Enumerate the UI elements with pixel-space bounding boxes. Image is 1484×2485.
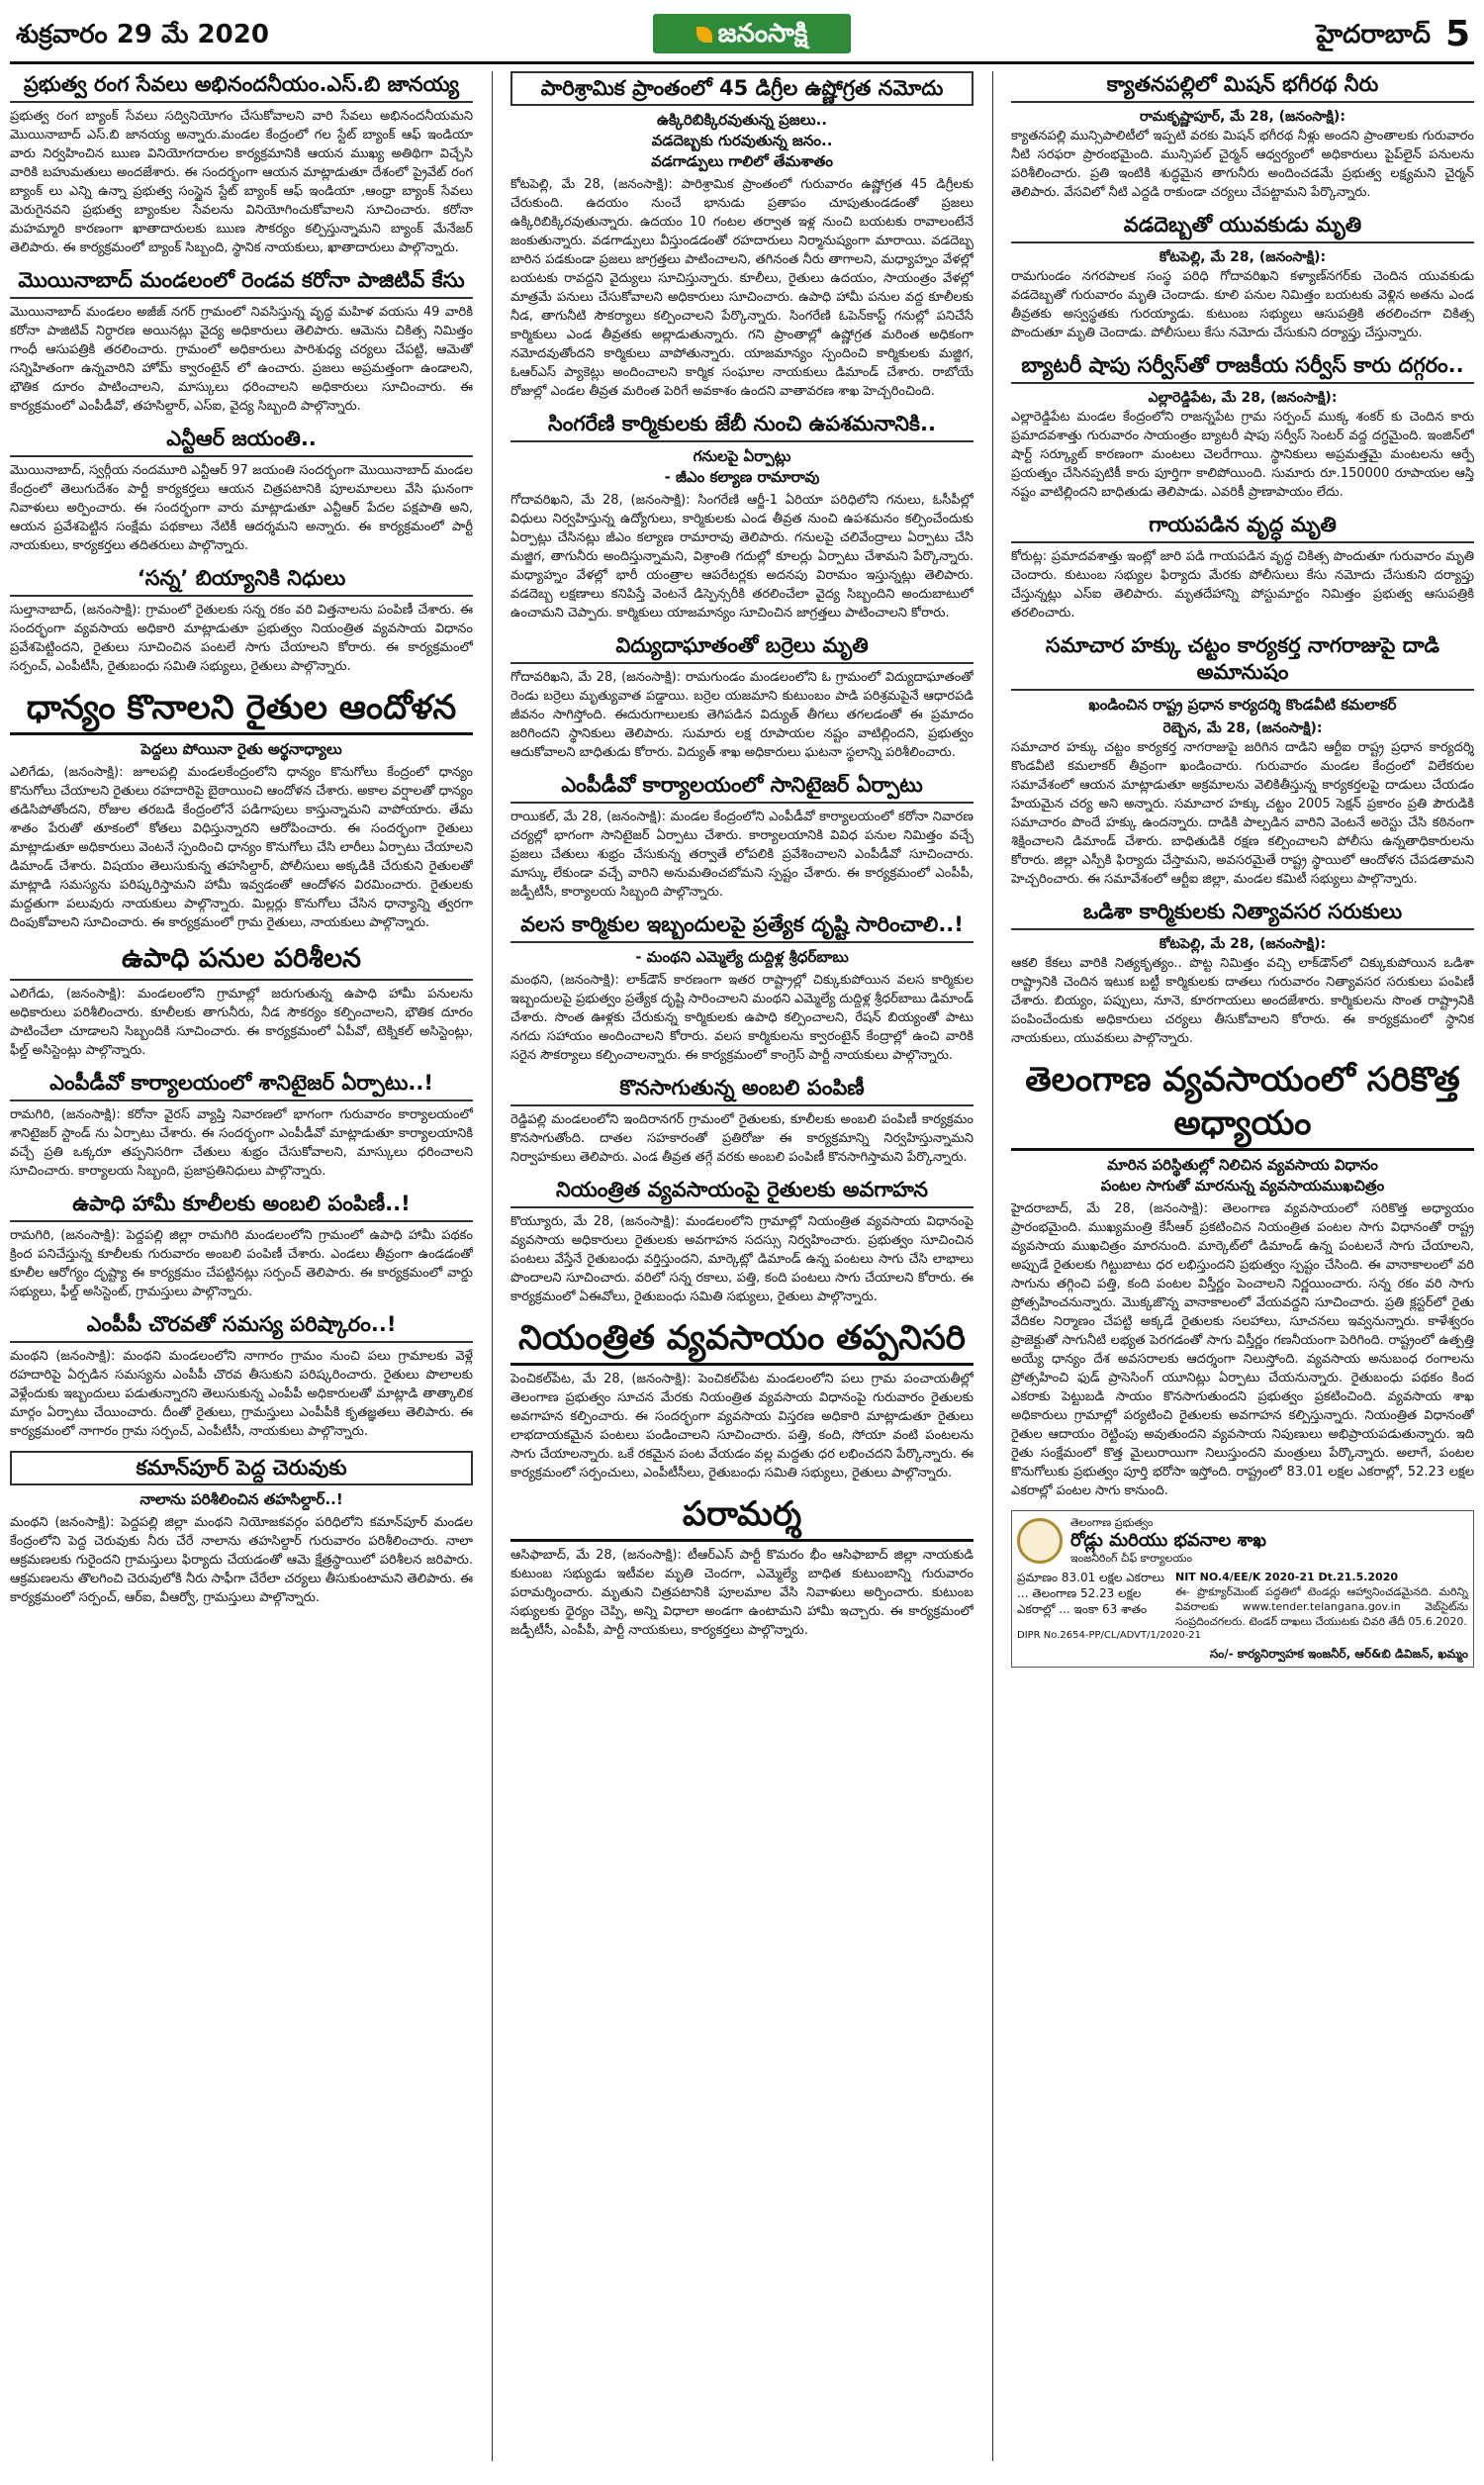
story-body: కోటపెల్లి, మే 28, (జనంసాక్షి): పారిశ్రామిక ప్రాంతంలో గురువారం ఉష్ణోగ్రత 45 డిగ్రీలకు చేరుకుంది. ఉదయం నుంచే భానుడు ప్రతాపం చూపుతుండడంతో ప్రజలు ఉక్కిరిబిక్కిరవుతున్నారు. ఉదయం 10 గంటల తర్వాత ఇళ్ల నుంచి బయటకు రావాలంటేనే జంకుతున్నారు. వడగాడ్పులు వీస్తుండడంతో రహదారులు నిర్మానుష్యంగా మారాయి. వడదెబ్బ బారిన పడకుండా ప్రజలు జాగ్రత్తలు పాటించాలని, తగినంత నీరు తాగాలని, మధ్యాహ్నం వేళల్లో బయటకు రావద్దని వైద్యులు సూచిస్తున్నారు. కూలీలు, రైతులు ఉదయం, సాయంత్రం వేళల్లో మాత్రమే పనులు చేసుకోవాలని అధికారులు సూచించారు. ఉపాధి హామీ పనుల వద్ద కూలీలకు నీడ, తాగునీటి సౌకర్యాలు కల్పించాలని పేర్కొన్నారు. సింగరేణి ఓపెన్‌కాస్ట్ గనుల్లో పనిచేసే కార్మికులు ఎండ తీవ్రతకు అల్లాడుతున్నారు. గని ప్రాంతాల్లో ఉష్ణోగ్రత మరింత అధికంగా నమోదవుతోందని కార్మికులు వాపోతున్నారు. యాజమాన్యం స్పందించి కార్మికులకు మజ్జిగ, ఓఆర్ఎస్ ప్యాకెట్లు అందించాలని కార్మిక సంఘాల నాయకులు డిమాండ్ చేశారు. రాబోయే రోజుల్లో ఎండల తీవ్రత మరింత పెరిగే అవకాశం ఉందని వాతావరణ శాఖ హెచ్చరించింది.: [510, 177, 974, 399]
story-headline: సమాచార హక్కు చట్టం కార్యకర్త నాగరాజుపై దాడి అమానుషం: [1011, 632, 1474, 691]
column-rule: [492, 71, 493, 2461]
page-number: 5: [1444, 14, 1470, 54]
news-story: [10, 686, 473, 932]
story-headline: తెలంగాణ వ్యవసాయంలో సరికొత్త అధ్యాయం: [1011, 1058, 1474, 1151]
story-body: ఎలిగేడు, (జనంసాక్షి): జూలపల్లి మండలకేంద్రంలోని ధాన్యం కొనుగోలు కేంద్రంలో ధాన్యం కొనుగోలు చేయాలని రైతులు రహదారిపై బైఠాయించి ఆందోళన చేశారు. అకాల వర్షాలతో ధాన్యం తడిసిపోతోందని, రోజుల తరబడి కేంద్రంలోనే పడిగాపులు కాస్తున్నామని వాపోయారు. తేమ శాతం పేరుతో తూకంలో కోతలు విధిస్తున్నారని ఆరోపించారు. ఈ సందర్భంగా రైతులు మాట్లాడుతూ అధికారులు వెంటనే స్పందించి ధాన్యం కొనుగోలు చేసి లారీలు ఏర్పాటు చేయాలని డిమాండ్ చేశారు. విషయం తెలుసుకున్న తహసిల్దార్, పోలీసులు అక్కడికి చేరుకుని రైతులతో మాట్లాడి సమస్యను పరిష్కరిస్తామని హామీ ఇవ్వడంతో ఆందోళన విరమించారు. రైతులకు మద్దతుగా పలువురు నాయకులు పాల్గొన్నారు. మిల్లర్లు కొనుగోలు చేసిన ధాన్యాన్ని త్వరగా దింపుకోవాలని సూచించారు. ఈ కార్యక్రమంలో గ్రామ రైతులు, నాయకులు పాల్గొన్నారు.: [10, 765, 473, 930]
story-headline: ఎన్టీఆర్ జయంతి..: [10, 426, 473, 457]
story-subheadline: గనులపై ఏర్పాట్లు - జీఎం కల్యాణ రామారావు: [664, 447, 820, 486]
telangana-emblem-icon: [1017, 1518, 1063, 1564]
notice-dipr: DIPR No.2654-PP/CL/ADVT/1/2020-21: [1017, 1630, 1202, 1641]
story-body: సమాచార హక్కు చట్టం కార్యకర్త నాగరాజుపై జరిగిన దాడిని ఆర్టీఐ రాష్ట్ర ప్రధాన కార్యదర్శి కొండవీటి కమలాకర్ తీవ్రంగా ఖండించారు. గురువారం మండల కేంద్రంలో విలేకరుల సమావేశంలో ఆయన మాట్లాడుతూ అక్రమాలను వెలికితీస్తున్న కార్యకర్తలపై దాడులు చేయడం హేయమైన చర్య అని అన్నారు. సమాచార హక్కు చట్టం 2005 సెక్షన్ ప్రకారం ప్రతి పౌరుడికి సమాచారం పొందే హక్కు ఉందన్నారు. దాడికి పాల్పడిన వారిని వెంటనే అరెస్టు చేసి కఠినంగా శిక్షించాలని డిమాండ్ చేశారు. బాధితుడికి రక్షణ కల్పించాలని పోలీసు ఉన్నతాధికారులను కోరారు. జిల్లా ఎస్పీకి ఫిర్యాదు చేస్తామని, అవసరమైతే రాష్ట్ర స్థాయిలో ఆందోళన చేపడతామని హెచ్చరించారు. ఈ సమావేశంలో ఆర్టీఐ జిల్లా, మండల కమిటీ సభ్యులు పాల్గొన్నారు.: [1011, 740, 1474, 887]
story-subheadline: - మంథని ఎమ్మెల్యే దుద్దిళ్ల శ్రీధర్‌బాబు: [635, 948, 849, 966]
story-headline: మొయినాబాద్ మండలంలో రెండవ కరోనా పాజిటివ్ కేసు: [10, 267, 473, 299]
government-tender-notice: [1011, 1510, 1474, 1668]
column-right: [1011, 71, 1474, 2461]
story-headline: సింగరేణి కార్మికులకు జేబీ నుంచి ఉపశమనానికి..: [510, 411, 974, 442]
news-story: [10, 565, 473, 676]
story-body: రామగిరి, (జనంసాక్షి): పెద్దపల్లి జిల్లా రామగిరి మండలంలోని గ్రామంలో ఉపాధి హామీ పథకం క్రింద పనిచేస్తున్న కూలీలకు గురువారం అంబలి పంపిణీ చేశారు. ఎండలు తీవ్రంగా ఉండడంతో కూలీల ఆరోగ్యం దృష్ట్యా ఈ కార్యక్రమం చేపట్టినట్లు సర్పంచ్ తెలిపారు. ఈ కార్యక్రమంలో వార్డు సభ్యులు, ఫీల్డ్ అసిస్టెంట్, గ్రామస్తులు పాల్గొన్నారు.: [10, 1228, 473, 1299]
edition-city: హైదరాబాద్: [1316, 20, 1431, 49]
news-story: [10, 1451, 473, 1607]
story-headline: ఎంపీపీ చొరవతో సమస్య పరిష్కారం..!: [10, 1311, 473, 1343]
news-story: [510, 1492, 974, 1640]
issue-date: శుక్రవారం 29 మే 2020: [16, 20, 269, 49]
notice-left-text: ప్రమాణం 83.01 లక్షల ఎకరాలు ... తెలంగాణ 52.23 లక్షల ఎకరాల్లో ... ఇంకా 63 శాతం: [1017, 1571, 1164, 1616]
story-headline: కొనసాగుతున్న అంబలి పంపిణీ: [510, 1075, 974, 1106]
story-headline: నియంత్రిత వ్యవసాయం తప్పనిసరి: [510, 1316, 974, 1366]
news-story: [510, 71, 974, 401]
story-body: రాయికల్, మే 28, (జనంసాక్షి): మండల కేంద్రంలోని ఎంపీడీవో కార్యాలయంలో కరోనా నివారణ చర్యల్లో భాగంగా సానిటైజర్ ఏర్పాటు చేశారు. కార్యాలయానికి వివిధ పనుల నిమిత్తం వచ్చే ప్రజలు చేతులు శుభ్రం చేసుకున్న తర్వాతే లోపలికి ప్రవేశించాలని ఎంపీడీవో సూచించారు. మాస్కు లేకుండా వచ్చే వారిని అనుమతించబోమని స్పష్టం చేశారు. ఈ కార్యక్రమంలో ఎంపీపీ, జడ్పీటీసీ, కార్యాలయ సిబ్బంది పాల్గొన్నారు.: [510, 810, 974, 900]
story-headline: పరామర్శ: [510, 1492, 974, 1542]
story-body: హైదరాబాద్, మే 28, (జనంసాక్షి): తెలంగాణ వ్యవసాయంలో సరికొత్త అధ్యాయం ప్రారంభమైంది. ముఖ్యమంత్రి కేసీఆర్ ప్రకటించిన నియంత్రిత పంటల సాగు విధానంతో రాష్ట్ర వ్యవసాయ ముఖచిత్రం మారనుంది. మార్కెట్‌లో డిమాండ్ ఉన్న పంటలనే సాగు చేయాలని, అప్పుడే రైతులకు గిట్టుబాటు ధర లభిస్తుందని ప్రభుత్వం స్పష్టం చేసింది. ఈ వానాకాలంలో వరి సాగును తగ్గించి పత్తి, కంది పంటల విస్తీర్ణం పెంచాలని నిర్ణయించారు. సన్న రకం వరి సాగు ప్రోత్సహించనున్నారు. మొక్కజొన్న వానాకాలంలో వేయవద్దని సూచించారు. ప్రతి క్లస్టర్‌లో రైతు వేదికల నిర్మాణం చేపట్టి అక్కడే రైతులకు సలహాలు, సూచనలు ఇవ్వనున్నారు. కాళేశ్వరం ప్రాజెక్టుతో సాగునీటి లభ్యత పెరగడంతో సాగు విస్తీర్ణం గణనీయంగా పెరిగింది. రాష్ట్రంలో ఉత్పత్తి అయ్యే ధాన్యం దేశ అవసరాలకు ఆదర్శంగా నిలుస్తోంది. వ్యవసాయ అనుబంధ రంగాలను ప్రోత్సహించి ఫుడ్ ప్రాసెసింగ్ యూనిట్లు ఏర్పాటు చేయనున్నారు. రైతుబంధు పథకం కింద ఎకరాకు పెట్టుబడి సాయం కొనసాగుతుందని ప్రభుత్వం ప్రకటించింది. వ్యవసాయ శాఖ అధికారులు గ్రామాల్లో పర్యటించి రైతులకు అవగాహన కల్పిస్తున్నారు. నియంత్రిత విధానంతో రైతుల ఆదాయం రెట్టింపు అవుతుందని వ్యవసాయ నిపుణులు అభిప్రాయపడుతున్నారు. ఇది రైతు సంక్షేమంలో కొత్త మైలురాయిగా నిలుస్తుందని మంత్రులు పేర్కొన్నారు. అలాగే, పంటల కొనుగోలుకు ప్రభుత్వం పూర్తి భరోసా ఇస్తోంది. రాష్ట్రంలో 83.01 లక్షల ఎకరాల్లో, 52.23 లక్షల ఎకరాల్లో పంటల సాగు కానుంది.: [1011, 1201, 1474, 1498]
story-dateline: కోటపెల్లి, మే 28, (జనంసాక్షి):: [1159, 936, 1327, 952]
story-headline: విద్యుదాఘాతంతో బర్రెలు మృతి: [510, 632, 974, 664]
story-headline: బ్యాటరీ షాపు సర్వీస్‌తో రాజకీయ సర్వీస్ కారు దగ్గరం..: [1011, 352, 1474, 384]
story-body: రెడ్డిపల్లి మండలంలోని ఇందిరానగర్ గ్రామంలో రైతులకు, కూలీలకు అంబలి పంపిణీ కార్యక్రమం కొనసాగుతోంది. దాతల సహకారంతో ప్రతిరోజు ఈ కార్యక్రమాన్ని నిర్వహిస్తున్నామని నిర్వాహకులు తెలిపారు. ఎండ తీవ్రత తగ్గే వరకు అంబలి పంపిణీ కొనసాగిస్తామని పేర్కొన్నారు.: [510, 1112, 974, 1165]
story-subheadline: ఉక్కిరిబిక్కిరవుతున్న ప్రజలు.. వడదెబ్బకు గురవుతున్న జనం.. వడగాడ్పులు గాలిలో తేమశాతం: [651, 111, 833, 170]
news-story: [10, 1191, 473, 1301]
story-body: కొయ్యూరు, మే 28, (జనంసాక్షి): మండలంలోని గ్రామాల్లో నియంత్రిత వ్యవసాయ విధానంపై వ్యవసాయ అధికారులు రైతులకు అవగాహన సదస్సు నిర్వహించారు. ప్రభుత్వం సూచించిన పంటలు వేస్తేనే రైతుబంధు వర్తిస్తుందని, మార్కెట్లో డిమాండ్ ఉన్న పంటలు సాగు చేసి లాభాలు పొందాలని సూచించారు. వరిలో సన్న రకాలు, పత్తి, కంది పంటలు సాగు చేయాలని కోరారు. ఈ కార్యక్రమంలో ఏఈవోలు, రైతుబంధు సమితి సభ్యులు, రైతులు పాల్గొన్నారు.: [510, 1214, 974, 1304]
story-body: పెంచికల్‌పేట, మే 28, (జనంసాక్షి): పెంచికల్‌పేట మండలంలోని పలు గ్రామ పంచాయతీల్లో తెలంగాణ ప్రభుత్వం సూచన మేరకు నియంత్రిత వ్యవసాయ విధానంపై గురువారం రైతులకు అవగాహన కల్పించారు. ఈ సందర్భంగా వ్యవసాయ విస్తరణ అధికారి మాట్లాడుతూ రైతులు లాభదాయకమైన పంటలు పండించాలని సూచించారు. పత్తి, కంది, సోయా వంటి పంటలను సాగు చేయాలన్నారు. ఒకే రకమైన పంట వేయడం వల్ల మద్దతు ధర లభించదని పేర్కొన్నారు. ఈ కార్యక్రమంలో సర్పంచులు, ఎంపీటీసీలు, రైతుబంధు సమితి సభ్యులు, రైతులు పాల్గొన్నారు.: [510, 1372, 974, 1481]
story-body: ఆసిఫాబాద్, మే 28, (జనంసాక్షి): టీఆర్ఎస్ పార్టీ కొమరం భీం ఆసిఫాబాద్ జిల్లా నాయకుడి కుటుంబ సభ్యుడు ఇటీవల మృతి చెందగా, ఎమ్మెల్యే బాధిత కుటుంబాన్ని గురువారం పరామర్శించారు. మృతుని చిత్రపటానికి పూలమాల వేసి నివాళులు అర్పించారు. కుటుంబ సభ్యులకు ధైర్యం చెప్పి, అన్ని విధాలా అండగా ఉంటామని హామీ ఇచ్చారు. ఈ కార్యక్రమంలో జడ్పీటీసీ, ఎంపీపీ, పార్టీ నాయకులు, కార్యకర్తలు పాల్గొన్నారు.: [510, 1548, 974, 1638]
news-story: [510, 911, 974, 1065]
masthead: [10, 10, 1474, 64]
column-middle: [510, 71, 974, 2461]
story-body: మొయినాబాద్, స్వర్గీయ నందమూరి ఎన్టీఆర్ 97 జయంతి సందర్భంగా మొయినాబాద్ మండల కేంద్రంలో తెలుగుదేశం పార్టీ కార్యకర్తలు ఆయన చిత్రపటానికి పూలమాలలు వేసి ఘనంగా నివాళులు అర్పించారు. ఈ సందర్భంగా వారు మాట్లాడుతూ ఎన్టీఆర్ పేదల పక్షపాతి అని, ఆయన ప్రవేశపెట్టిన సంక్షేమ పథకాలు నేటికీ ఆదర్శమని అన్నారు. ఈ కార్యక్రమంలో పార్టీ నాయకులు, కార్యకర్తలు తదితరులు పాల్గొన్నారు.: [10, 463, 473, 553]
news-story: [10, 1070, 473, 1181]
news-story: [10, 267, 473, 416]
story-body: రామగుండం నగరపాలక సంస్థ పరిధి గోదావరిఖని కళ్యాణ్‌నగర్‌కు చెందిన యువకుడు వడదెబ్బతో గురువారం మృతి చెందాడు. కూలి పనుల నిమిత్తం బయటకు వెళ్లిన అతను ఎండ తీవ్రతకు అస్వస్థతకు గురయ్యాడు. కుటుంబ సభ్యులు ఆసుపత్రికి తరలించగా చికిత్స పొందుతూ మృతి చెందాడు. పోలీసులు కేసు నమోదు చేసుకుని దర్యాప్తు చేస్తున్నారు.: [1011, 269, 1474, 340]
story-headline: వలస కార్మికుల ఇబ్బందులపై ప్రత్యేక దృష్టి సారించాలి..!: [510, 911, 974, 943]
story-headline: ధాన్యం కొనాలని రైతుల ఆందోళన: [10, 686, 473, 735]
notice-signature: సం/- కార్యనిర్వాహక ఇంజనీర్, ఆర్&బి డివిజన్, ఖమ్మం: [1209, 1647, 1468, 1661]
news-story: [1011, 1058, 1474, 1500]
story-headline: క్యాతనపల్లిలో మిషన్ భగీరథ నీరు: [1011, 71, 1474, 103]
story-subheadline: మారిన పరిస్థితుల్లో నిలిచిన వ్యవసాయ విధానం పంటల సాగుతో మారనున్న వ్యవసాయముఖచిత్రం: [1100, 1156, 1385, 1195]
story-headline: ‘సన్న’ బియ్యానికి నిధులు: [10, 565, 473, 597]
notice-right-text: [1175, 1570, 1468, 1629]
story-body: క్యాతనపల్లి మున్సిపాలిటీలో ఇప్పటి వరకు మిషన్ భగీరథ నీళ్లు అందని ప్రాంతాలకు గురువారం నీటి సరఫరా ప్రారంభమైంది. మున్సిపల్ చైర్మన్ ఆధ్వర్యంలో అధికారులు పైప్‌లైన్ పనులను పరిశీలించారు. ప్రతి ఇంటికి శుద్ధమైన తాగునీరు అందించడమే ప్రభుత్వ లక్ష్యమని చైర్మన్ తెలిపారు. వేసవిలో నీటి ఎద్దడి రాకుండా చర్యలు చేపట్టామని పేర్కొన్నారు.: [1011, 129, 1474, 200]
notice-dept: రోడ్లు మరియు భవనాల శాఖ: [1070, 1530, 1266, 1551]
story-dateline: ఎల్లారెడ్డిపేట, మే 28, (జనంసాక్షి):: [1148, 390, 1338, 406]
story-subheadline: పెద్దలు పోయినా రైతు అర్థనాధ్యాలు: [140, 740, 342, 758]
story-headline: ఉపాధి హామీ కూలీలకు అంబలి పంపిణీ..!: [10, 1191, 473, 1222]
story-headline: ప్రభుత్వ రంగ సేవలు అభినందనీయం.ఎస్‌.బి జానయ్య: [10, 71, 473, 103]
story-headline: ఎంపీడీవో కార్యాలయంలో సానిటైజర్ ఏర్పాటు: [510, 772, 974, 804]
news-story: [510, 1075, 974, 1167]
story-body: ఎల్లారెడ్డిపేట మండల కేంద్రంలోని రాజన్నపేట గ్రామ సర్పంచ్ ముక్క శంకర్ కు చెందిన కారు ప్రమాదవశాత్తు గురువారం సాయంత్రం బ్యాటరీ షాపు సర్వీస్ సెంటర్ వద్ద దగ్ధమైంది. ఇంజిన్‌లో షార్ట్ సర్క్యూట్ కారణంగా మంటలు చెలరేగాయి. స్థానికులు అప్రమత్తమై మంటలను ఆర్పే ప్రయత్నం చేసినప్పటికీ కారు పూర్తిగా కాలిపోయింది. సుమారు రూ.150000 రూపాయల ఆస్తి నష్టం వాటిల్లిందని బాధితుడు తెలిపాడు. ఎవరికీ ప్రాణాపాయం లేదు.: [1011, 410, 1474, 500]
leaf-icon: [696, 27, 712, 43]
story-headline: ఉపాధి పనుల పరిశీలన: [10, 942, 473, 981]
story-body: మొయినాబాద్ మండలం అజీజ్ నగర్ గ్రామంలో నివసిస్తున్న వృద్ధ మహిళ వయసు 49 వారికి కరోనా పాజిటివ్ నిర్ధారణ అయినట్లు వైద్య అధికారులు తెలిపారు. ఆమెను చికిత్స నిమిత్తం గాంధీ ఆసుపత్రికి తరలించారు. గ్రామంలో అధికారులు పారిశుధ్య చర్యలు చేపట్టి, ఆమెతో సన్నిహితంగా ఉన్నవారిని హోమ్ క్వారంటైన్ లో ఉంచారు. ప్రజలు అప్రమత్తంగా ఉండాలని, భౌతిక దూరం పాటించాలని, మాస్కులు ధరించాలని అధికారులు సూచించారు. ఈ కార్యక్రమంలో ఎంపీడీవో, తహసిల్దార్, ఎస్ఐ, వైద్య సిబ్బంది పాల్గొన్నారు.: [10, 305, 473, 414]
story-body: ఆకలి కేకలు వారికి నిత్యకృత్యం.. పొట్ట నిమిత్తం వచ్చి లాక్‌డౌన్‌లో చిక్కుకుపోయిన ఒడిశా రాష్ట్రానికి చెందిన ఇటుక బట్టీ కార్మికులకు దాతలు గురువారం నిత్యావసర సరుకులు పంపిణీ చేశారు. బియ్యం, పప్పులు, నూనె, కూరగాయలు అందజేశారు. కార్మికులను సొంత రాష్ట్రానికి పంపించేందుకు అధికారులు చర్యలు తీసుకోవాలని కోరారు. ఈ కార్యక్రమంలో స్థానిక నాయకులు, యువకులు పాల్గొన్నారు.: [1011, 956, 1474, 1046]
news-story: [10, 942, 473, 1060]
story-subheadline: ఖండించిన రాష్ట్ర ప్రధాన కార్యదర్శి కొండవీటి కమలాకర్: [1088, 696, 1397, 714]
news-story: [1011, 71, 1474, 202]
logo-text: జనంసాక్షి: [717, 19, 808, 48]
story-body: రామగిరి, (జనంసాక్షి): కరోనా వైరస్ వ్యాప్తి నివారణలో భాగంగా గురువారం కార్యాలయంలో శానిటైజర్ స్టాండ్ ను ఏర్పాటు చేశారు. ఈ సందర్భంగా ఎంపీడీవో మాట్లాడుతూ కార్యాలయానికి వచ్చే ప్రతి ఒక్కరూ తప్పనిసరిగా చేతులు శుభ్రం చేసుకోవాలని, మాస్కులు ధరించాలని సూచించారు. కార్యాలయ సిబ్బంది, ప్రజాప్రతినిధులు పాల్గొన్నారు.: [10, 1107, 473, 1179]
story-body: కోరుట్ల: ప్రమాదవశాత్తు ఇంట్లో జారి పడి గాయపడిన వృద్ధ చికిత్స పొందుతూ గురువారం మృతి చెందారు. కుటుంబ సభ్యుల ఫిర్యాదు మేరకు పోలీసులు కేసు నమోదు చేసుకుని దర్యాప్తు చేస్తున్నట్లు ఎస్ఐ తెలిపారు. మృతదేహాన్ని పోస్టుమార్టం నిమిత్తం ప్రభుత్వ ఆసుపత్రికి తరలించారు.: [1011, 549, 1474, 621]
notice-description: ఈ- ప్రొక్యూర్‌మెంట్ పద్ధతిలో టెండర్లు ఆహ్వానించడమైనది. మరిన్ని వివరాలకు www.tender.telangana.gov.in వెబ్‌సైట్‌ను సంప్రదించగలరు. టెండర్ దాఖలు చేయుటకు చివరి తేదీ 05.6.2020.: [1175, 1585, 1468, 1628]
story-headline: కమాన్‌పూర్ పెద్ద చెరువుకు: [10, 1451, 473, 1485]
column-left: [10, 71, 473, 2461]
story-body: సుల్తానాబాద్, (జనంసాక్షి): గ్రామంలో రైతులకు సన్న రకం వరి విత్తనాలను పంపిణీ చేశారు. ఈ సందర్భంగా వ్యవసాయ అధికారి మాట్లాడుతూ ప్రభుత్వం నియంత్రిత వ్యవసాయ విధానం ప్రవేశపెట్టిందని, రైతులు సూచించిన పంటలే సాగు చేయాలని కోరారు. ఈ కార్యక్రమంలో సర్పంచ్, ఎంపీటీసీ, రైతుబంధు సమితి సభ్యులు, రైతులు పాల్గొన్నారు.: [10, 603, 473, 674]
news-story: [10, 71, 473, 257]
newspaper-page: [10, 10, 1474, 2465]
story-headline: గాయపడిన వృద్ధ మృతి: [1011, 512, 1474, 543]
news-story: [1011, 352, 1474, 502]
story-headline: ఎంపీడీవో కార్యాలయంలో శానిటైజర్ ఏర్పాటు..!: [10, 1070, 473, 1101]
notice-number: NIT NO.4/EE/K 2020-21 Dt.21.5.2020: [1175, 1571, 1399, 1583]
story-headline: పారిశ్రామిక ప్రాంతంలో 45 డిగ్రీల ఉష్ణోగ్రత నమోదు: [510, 71, 974, 106]
story-headline: వడదెబ్బతో యువకుడు మృతి: [1011, 212, 1474, 243]
news-story: [1011, 512, 1474, 622]
news-story: [510, 411, 974, 622]
news-story: [1011, 212, 1474, 342]
news-story: [510, 1316, 974, 1482]
news-story: [510, 1177, 974, 1306]
story-dateline: రామకృష్ణాపూర్, మే 28, (జనంసాక్షి):: [1140, 109, 1345, 125]
notice-header: [1017, 1516, 1468, 1566]
notice-content: [1017, 1570, 1468, 1629]
story-subheadline: నాలాను పరిశీలించిన తహసిల్దార్..!: [139, 1490, 343, 1508]
notice-dept-sub: ఇంజనీరింగ్ చీఫ్ కార్యాలయం: [1070, 1552, 1193, 1565]
news-story: [510, 632, 974, 762]
story-dateline: రెబ్బెన, మే 28, (జనంసాక్షి):: [1162, 720, 1323, 736]
story-body: ప్రభుత్వ రంగ బ్యాంక్ సేవలు సద్వినియోగం చేసుకోవాలని వారి సేవలు అభినందనీయమని మొయినాబాద్ ఎస్.బి జానయ్య అన్నారు.మండల కేంద్రంలో గల స్టేట్ బ్యాంక్ ఆఫ్ ఇండియా వారు నిర్వహించిన ఋణ వినియోగదారుల కార్యక్రమానికి ఆయన ముఖ్య అతిథిగా విచ్చేసి వారికి బహుమతులు అందజేశారు. ఈ సందర్భంగా ఆయన మాట్లాడుతూ దేశంలో ప్రైవేట్ రంగ బ్యాంక్ లు ఎన్ని ఉన్నా ప్రభుత్వ సంస్థైన స్టేట్ బ్యాంక్ ఆఫ్ ఇండియా ,ఆంధ్రా బ్యాంక్ సేవలు మెరుగైనవని ప్రభుత్వ బ్యాంకుల సేవలను వినియోగించుకోవాలని సూచించారు. కరోనా మహమ్మారి కారణంగా ఖాతాదారులకు ఋణ సౌకర్యం కల్పిస్తున్నామని బ్యాంక్ మేనేజర్ తెలిపారు. ఈ కార్యక్రమంలో బ్యాంక్ సిబ్బంది, స్థానిక నాయకులు, ఖాతాదారులు పాల్గొన్నారు.: [10, 109, 473, 255]
story-body: గోదావరిఖని, మే 28, (జనంసాక్షి): సింగరేణి ఆర్జీ-1 ఏరియా పరిధిలోని గనులు, ఓసీపీల్లో విధులు నిర్వహిస్తున్న ఉద్యోగులు, కార్మికులకు ఎండ తీవ్రత నుంచి ఉపశమనం కల్పించేందుకు ఏర్పాట్లు చేసినట్లు జీఎం కల్యాణ రామారావు తెలిపారు. గనులపై చలివేంద్రాలు ఏర్పాటు చేసి మజ్జిగ, తాగునీరు అందిస్తున్నామని, విశ్రాంతి గదుల్లో కూలర్లు ఏర్పాటు చేశామని పేర్కొన్నారు. మధ్యాహ్నం వేళల్లో భారీ యంత్రాల ఆపరేటర్లకు అదనపు విరామం ఇస్తున్నట్లు తెలిపారు. వడదెబ్బ లక్షణాలు కనిపిస్తే వెంటనే డిస్పెన్సరీకి తరలించేలా వైద్య సిబ్బందిని అందుబాటులో ఉంచామని చెప్పారు. కార్మికులు యాజమాన్యం సూచించిన జాగ్రత్తలు పాటించాలని కోరారు.: [510, 493, 974, 621]
story-dateline: కోటపెల్లి, మే 28, (జనంసాక్షి):: [1159, 249, 1327, 265]
news-story: [510, 772, 974, 902]
news-story: [10, 426, 473, 555]
notice-dept-header: తెలంగాణ ప్రభుత్వం: [1070, 1516, 1154, 1529]
story-headline: నియంత్రిత వ్యవసాయంపై రైతులకు అవగాహన: [510, 1177, 974, 1208]
story-body: మంథని (జనంసాక్షి): పెద్దపల్లి జిల్లా మంథని నియోజకవర్గం పరిధిలోని కమాన్‌పూర్ మండల కేంద్రంలోని పెద్ద చెరువుకు నీరు చేరే నాలాను తహసిల్దార్ గురువారం పరిశీలించారు. నాలా ఆక్రమణలకు గురైందని గ్రామస్తులు ఫిర్యాదు చేయడంతో ఆమె క్షేత్రస్థాయిలో పరిశీలన జరిపారు. ఆక్రమణలను తొలగించి చెరువులోకి నీరు సాఫీగా చేరేలా చర్యలు తీసుకుంటామని తెలిపారు. ఈ కార్యక్రమంలో సర్పంచ్, ఆర్ఐ, వీఆర్వో, గ్రామస్తులు పాల్గొన్నారు.: [10, 1515, 473, 1605]
news-story: [10, 1311, 473, 1441]
news-story: [1011, 899, 1474, 1048]
story-body: ఎలిగేడు, (జనంసాక్షి): మండలంలోని గ్రామాల్లో జరుగుతున్న ఉపాధి హామీ పనులను అధికారులు పరిశీలించారు. కూలీలకు తాగునీరు, నీడ సౌకర్యం కల్పించాలని, భౌతిక దూరం పాటించేలా చూడాలని సిబ్బందికి సూచించారు. ఈ కార్యక్రమంలో ఏపీవో, టెక్నికల్ అసిస్టెంట్లు, ఫీల్డ్ అసిస్టెంట్లు పాల్గొన్నారు.: [10, 987, 473, 1058]
story-headline: ఒడిశా కార్మికులకు నిత్యావసర సరుకులు: [1011, 899, 1474, 930]
story-body: మంథని (జనంసాక్షి): మంథని మండలంలోని నాగారం గ్రామం నుంచి పలు గ్రామాలకు వెళ్లే రహదారిపై ఏర్పడిన సమస్యను ఎంపీపీ చొరవ తీసుకుని పరిష్కరించారు. రైతులు పొలాలకు వెళ్లేందుకు ఇబ్బందులు పడుతున్నారని తెలుసుకున్న ఎంపీపీ అధికారులతో మాట్లాడి తాత్కాలిక మార్గం ఏర్పాటు చేయించారు. దీంతో రైతులు, గ్రామస్తులు ఎంపీపీకి కృతజ్ఞతలు తెలిపారు. ఈ కార్యక్రమంలో నాగారం గ్రామ సర్పంచ్, ఎంపీటీసీ, నాయకులు పాల్గొన్నారు.: [10, 1349, 473, 1439]
news-story: [1011, 632, 1474, 889]
column-rule: [992, 71, 993, 2461]
story-body: గోదావరిఖని, మే 28, (జనంసాక్షి): రామగుండం మండలంలోని ఓ గ్రామంలో విద్యుదాఘాతంతో రెండు బర్రెలు మృత్యువాత పడ్డాయి. బర్రెల యజమాని కుటుంబం పాడి పరిశ్రమపైనే ఆధారపడి జీవనం సాగిస్తోంది. ఈదురుగాలులకు తెగిపడిన విద్యుత్ తీగలు తగలడంతో ఈ ప్రమాదం జరిగిందని స్థానికులు తెలిపారు. సుమారు లక్ష రూపాయల నష్టం వాటిల్లిందని, ప్రభుత్వం ఆదుకోవాలని బాధితుడు కోరారు. విద్యుత్ శాఖ అధికారులు ఘటనా స్థలాన్ని పరిశీలించారు.: [510, 670, 974, 760]
story-body: మంథని, (జనంసాక్షి): లాక్‌డౌన్ కారణంగా ఇతర రాష్ట్రాల్లో చిక్కుకుపోయిన వలస కార్మికుల ఇబ్బందులపై ప్రభుత్వం ప్రత్యేక దృష్టి సారించాలని మంథని ఎమ్మెల్యే దుద్దిళ్ల శ్రీధర్‌బాబు డిమాండ్ చేశారు. సొంత ఊళ్లకు చేరుకున్న కార్మికులకు ఉపాధి కల్పించాలని, రేషన్ బియ్యంతో పాటు నగదు సహాయం అందించాలని కోరారు. వలస కార్మికులను క్వారంటైన్ కేంద్రాల్లో ఉంచి వారికి సరైన సౌకర్యాలు కల్పించాలన్నారు. ఈ కార్యక్రమంలో కాంగ్రెస్ పార్టీ నాయకులు పాల్గొన్నారు.: [510, 973, 974, 1063]
newspaper-logo: [653, 14, 851, 53]
